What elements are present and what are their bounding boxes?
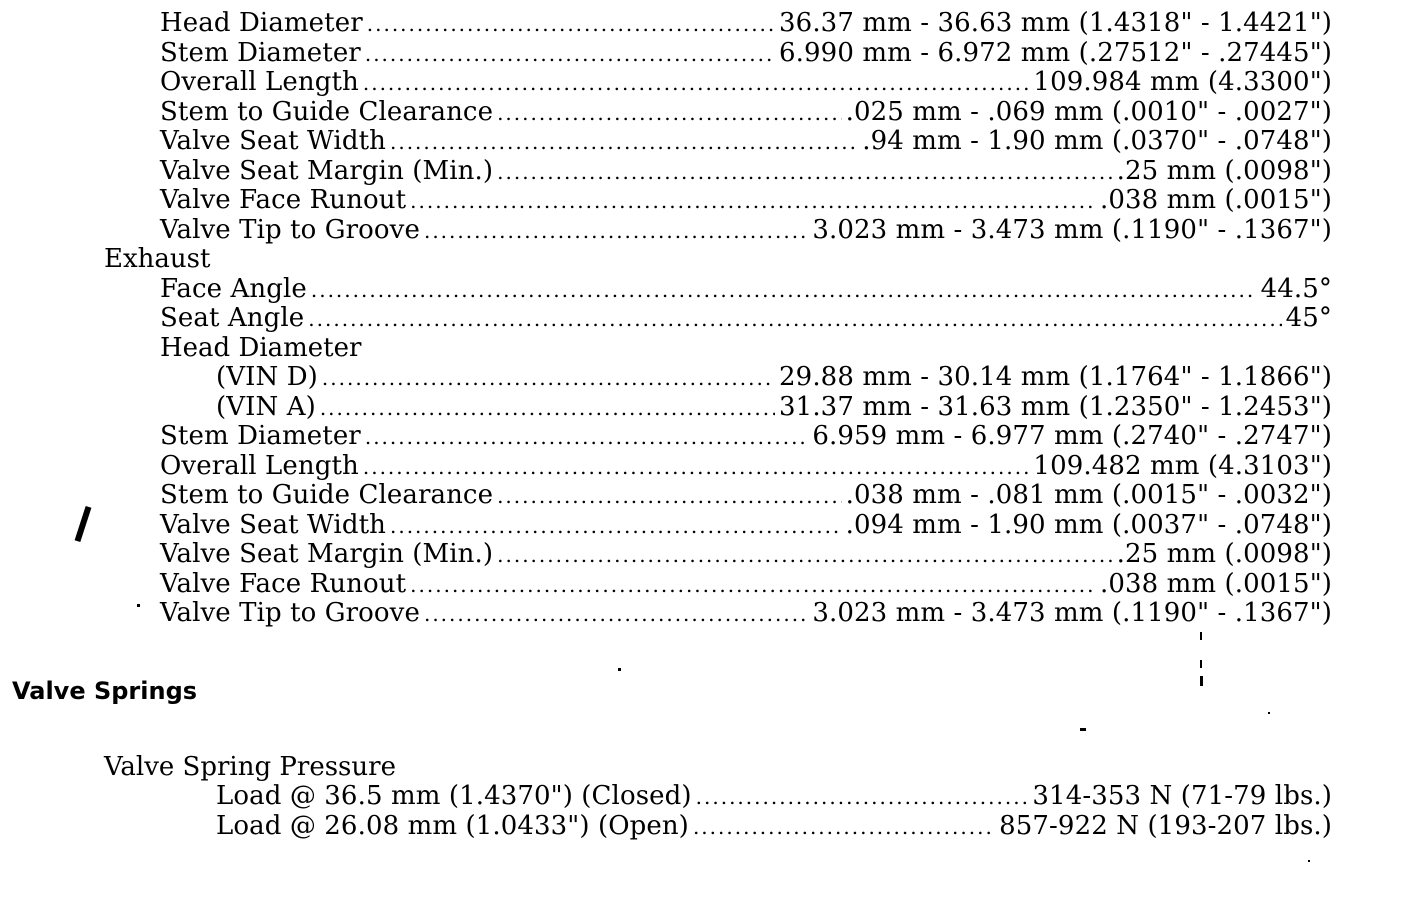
- exhaust-heading: Exhaust: [104, 244, 211, 274]
- spec-label: Stem Diameter: [160, 421, 361, 451]
- dot-leader: [311, 275, 1257, 305]
- dot-leader: [696, 782, 1029, 812]
- spec-row-spring-load-closed: [216, 781, 1332, 812]
- spec-value: .25 mm (.0098"): [1116, 539, 1332, 569]
- spec-row-intake-seat-margin: [160, 156, 1332, 187]
- spec-label: Valve Face Runout: [160, 569, 407, 599]
- spec-value: .025 mm - .069 mm (.0010" - .0027"): [845, 97, 1332, 127]
- dot-leader: [390, 127, 858, 157]
- spec-value: .038 mm (.0015"): [1099, 185, 1332, 215]
- dot-leader: [390, 511, 842, 541]
- valve-springs-title: Valve Springs: [12, 677, 198, 705]
- dot-leader: [365, 39, 775, 69]
- spec-label: Stem to Guide Clearance: [160, 97, 494, 127]
- spec-label: Valve Seat Width: [160, 126, 386, 156]
- spec-value: 6.959 mm - 6.977 mm (.2740" - .2747"): [812, 421, 1332, 451]
- spec-label: Valve Seat Margin (Min.): [160, 156, 494, 186]
- spec-label: Stem Diameter: [160, 38, 361, 68]
- spec-value: 857-922 N (193-207 lbs.): [999, 811, 1332, 841]
- spec-label: Valve Tip to Groove: [160, 215, 420, 245]
- scan-speck: [137, 604, 140, 607]
- spec-value: 3.023 mm - 3.473 mm (.1190" - .1367"): [812, 598, 1332, 628]
- spec-value: 45°: [1285, 303, 1332, 333]
- spec-value: 31.37 mm - 31.63 mm (1.2350" - 1.2453"): [779, 392, 1332, 422]
- scan-pen-mark: [75, 506, 92, 542]
- spec-value: 6.990 mm - 6.972 mm (.27512" - .27445"): [779, 38, 1332, 68]
- spec-label: Valve Face Runout: [160, 185, 407, 215]
- dot-leader: [410, 570, 1096, 600]
- scan-speck: [1268, 712, 1270, 714]
- spec-row-intake-face-runout: [160, 185, 1332, 216]
- scan-speck: [1200, 660, 1202, 668]
- spec-row-intake-tip-to-groove: [160, 215, 1332, 246]
- spec-row-exhaust-face-runout: [160, 569, 1332, 600]
- spec-value: 29.88 mm - 30.14 mm (1.1764" - 1.1866"): [779, 362, 1332, 392]
- spec-row-exhaust-face-angle: [160, 274, 1332, 305]
- dot-leader: [497, 157, 1113, 187]
- dot-leader: [497, 481, 842, 511]
- spec-label: Overall Length: [160, 67, 359, 97]
- dot-leader: [308, 304, 1281, 334]
- spec-value: 109.482 mm (4.3103"): [1033, 451, 1332, 481]
- spec-row-spring-load-open: [216, 811, 1332, 842]
- dot-leader: [424, 599, 808, 629]
- spec-value: 314-353 N (71-79 lbs.): [1032, 781, 1332, 811]
- spec-label: Head Diameter: [160, 8, 363, 38]
- dot-leader: [424, 216, 808, 246]
- spec-value: .25 mm (.0098"): [1116, 156, 1332, 186]
- spec-row-exhaust-tip-to-groove: [160, 598, 1332, 629]
- spec-row-intake-overall-length: [160, 67, 1332, 98]
- spec-value: 109.984 mm (4.3300"): [1033, 67, 1332, 97]
- dot-leader: [363, 452, 1030, 482]
- spec-label: Load @ 36.5 mm (1.4370") (Closed): [216, 781, 692, 811]
- spec-row-intake-stem-guide-clearance: [160, 97, 1332, 128]
- spec-row-exhaust-head-diameter-vin-d: [216, 362, 1332, 393]
- valve-spring-pressure-label: Valve Spring Pressure: [104, 752, 396, 782]
- dot-leader: [363, 68, 1030, 98]
- spec-row-exhaust-stem-guide-clearance: [160, 480, 1332, 511]
- spec-value: 3.023 mm - 3.473 mm (.1190" - .1367"): [812, 215, 1332, 245]
- spec-row-intake-stem-diameter: [160, 38, 1332, 69]
- spec-row-exhaust-overall-length: [160, 451, 1332, 482]
- dot-leader: [693, 812, 995, 842]
- spec-row-exhaust-seat-width: [160, 510, 1332, 541]
- scan-speck: [618, 668, 621, 671]
- dot-leader: [322, 363, 775, 393]
- dot-leader: [497, 540, 1113, 570]
- spec-label: Load @ 26.08 mm (1.0433") (Open): [216, 811, 689, 841]
- spec-label: Valve Seat Width: [160, 510, 386, 540]
- spec-label: (VIN D): [216, 362, 318, 392]
- spec-label: Seat Angle: [160, 303, 305, 333]
- spec-row-exhaust-head-diameter-vin-a: [216, 392, 1332, 423]
- spec-label: Valve Tip to Groove: [160, 598, 420, 628]
- spec-row-intake-head-diameter: [160, 8, 1332, 39]
- spec-row-exhaust-seat-margin: [160, 539, 1332, 570]
- spec-label: Face Angle: [160, 274, 307, 304]
- spec-value: .038 mm (.0015"): [1099, 569, 1332, 599]
- dot-leader: [367, 9, 775, 39]
- spec-label: Valve Seat Margin (Min.): [160, 539, 494, 569]
- dot-leader: [320, 393, 775, 423]
- spec-row-exhaust-stem-diameter: [160, 421, 1332, 452]
- scan-speck: [1080, 728, 1086, 731]
- spec-label: Overall Length: [160, 451, 359, 481]
- spec-value: .94 mm - 1.90 mm (.0370" - .0748"): [862, 126, 1332, 156]
- spec-label: Stem to Guide Clearance: [160, 480, 494, 510]
- spec-label: (VIN A): [216, 392, 316, 422]
- spec-value: .094 mm - 1.90 mm (.0037" - .0748"): [845, 510, 1332, 540]
- scan-speck: [1200, 676, 1203, 686]
- dot-leader: [365, 422, 808, 452]
- exhaust-head-diameter-label: Head Diameter: [160, 333, 362, 363]
- spec-row-intake-seat-width: [160, 126, 1332, 157]
- spec-value: 44.5°: [1260, 274, 1332, 304]
- spec-row-exhaust-seat-angle: [160, 303, 1332, 334]
- spec-value: .038 mm - .081 mm (.0015" - .0032"): [845, 480, 1332, 510]
- scan-speck: [1200, 632, 1202, 640]
- dot-leader: [410, 186, 1096, 216]
- scan-speck: [1308, 860, 1310, 862]
- dot-leader: [497, 98, 842, 128]
- spec-value: 36.37 mm - 36.63 mm (1.4318" - 1.4421"): [779, 8, 1332, 38]
